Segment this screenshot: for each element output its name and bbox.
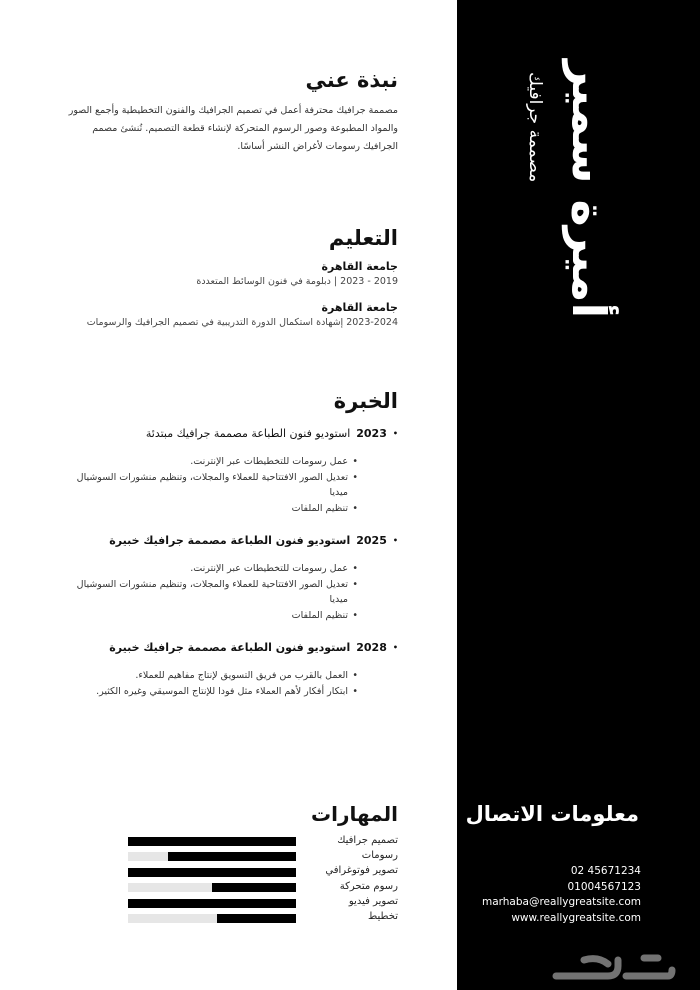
job-bullet: • ابتكار أفكار لأهم العملاء مثل فودا للإنتاج الموسيقي وغيره الكثير. xyxy=(60,684,348,700)
education-detail: 2023-2024 إشهادة استكمال الدورة التدريبية في تصميم الجرافيك والرسومات xyxy=(86,317,398,328)
skill-level-fill xyxy=(128,837,296,846)
job-bullet: • تعديل الصور الافتتاحية للعملاء والمجلات، وتنظيم منشورات السوشيال ميديا xyxy=(60,470,348,501)
contact-phone-1[interactable]: 02 45671234 xyxy=(570,865,641,877)
haraj-watermark-logo xyxy=(548,950,678,988)
contact-email[interactable]: marhaba@reallygreatsite.com xyxy=(481,896,641,908)
education-section xyxy=(60,226,398,328)
job-bullets xyxy=(60,668,398,699)
contact-list xyxy=(421,864,641,926)
job-bullet: • عمل رسومات للتخطيطات عبر الإنترنت. xyxy=(60,454,348,470)
job-bullets xyxy=(60,454,398,516)
skill-level-fill xyxy=(212,883,296,892)
job-header xyxy=(60,641,398,654)
education-school: جامعة القاهرة xyxy=(321,260,398,273)
skill-level-bar xyxy=(128,899,296,908)
skill-label: رسومات xyxy=(361,850,398,862)
about-title: نبذة عني xyxy=(305,68,398,92)
skill-label: تخطيط xyxy=(368,911,398,923)
job-year: 2025 xyxy=(356,534,387,547)
job-year: 2028 xyxy=(356,641,387,654)
skill-level-fill xyxy=(168,852,296,861)
skill-label: رسوم متحركة xyxy=(339,880,398,892)
job-title: استوديو فنون الطباعة مصممة جرافيك مبتدئة xyxy=(145,427,351,440)
contact-phone-2[interactable]: 01004567123 xyxy=(567,880,641,893)
job-bullet: • عمل رسومات للتخطيطات عبر الإنترنت. xyxy=(60,561,348,577)
skill-bars xyxy=(128,837,296,929)
skill-level-bar xyxy=(128,883,296,892)
job-bullet: • العمل بالقرب من فريق التسويق لإنتاج مفاهيم للعملاء. xyxy=(60,668,348,684)
skill-level-fill xyxy=(128,868,296,877)
about-section xyxy=(60,68,398,156)
skill-level-bar xyxy=(128,914,296,923)
contact-website[interactable]: www.reallygreatsite.com xyxy=(511,911,641,924)
education-title: التعليم xyxy=(328,226,398,250)
job-entry xyxy=(60,427,398,516)
skill-level-bar xyxy=(128,837,296,846)
name-block xyxy=(525,60,650,319)
skills-title: المهارات xyxy=(311,802,398,826)
job-header xyxy=(60,534,398,547)
education-item xyxy=(60,301,398,328)
contact-title: معلومات الاتصال xyxy=(465,802,639,826)
person-role: مصممة جرافيك xyxy=(525,72,545,183)
skill-level-bar xyxy=(128,868,296,877)
skill-level-fill xyxy=(217,914,296,923)
job-year: 2023 xyxy=(356,427,387,440)
bullet-dot-icon: • xyxy=(392,643,398,652)
skill-label: تصوير فيديو xyxy=(348,895,398,907)
skill-label: تصوير فوتوغرافي xyxy=(325,865,398,877)
job-bullet: • تنظيم الملفات xyxy=(60,501,348,517)
experience-section xyxy=(60,389,398,699)
job-bullet: • تنظيم الملفات xyxy=(60,608,348,624)
about-text: مصممة جرافيك محترفة أعمل في تصميم الجرافيك والفنون التخطيطية وأجمع الصور والمواد المطبوعة وصور الرسوم المتحركة لإنشاء قطعة التصميم. تُنشئ مصمم الجرافيك رسومات لأغراض النشر أساسًا. xyxy=(68,105,398,152)
job-bullet: • تعديل الصور الافتتاحية للعملاء والمجلات، وتنظيم منشورات السوشيال ميديا xyxy=(60,577,348,608)
job-header xyxy=(60,427,398,440)
skill-level-bar xyxy=(128,852,296,861)
education-item xyxy=(60,260,398,287)
skill-level-fill xyxy=(128,899,296,908)
job-bullets xyxy=(60,561,398,623)
education-school: جامعة القاهرة xyxy=(321,301,398,314)
skill-label: تصميم جرافيك xyxy=(337,835,398,846)
bullet-dot-icon: • xyxy=(392,429,398,438)
job-title: استوديو فنون الطباعة مصممة جرافيك خبيرة xyxy=(109,534,351,547)
job-title: استوديو فنون الطباعة مصممة جرافيك خبيرة xyxy=(109,641,351,654)
person-name: أميرة سمير xyxy=(562,60,616,319)
experience-title: الخبرة xyxy=(333,389,398,413)
job-entry xyxy=(60,641,398,699)
education-detail: 2019 - 2023 | دبلومة في فنون الوسائط المتعددة xyxy=(196,276,398,287)
bullet-dot-icon: • xyxy=(392,536,398,545)
job-entry xyxy=(60,534,398,623)
